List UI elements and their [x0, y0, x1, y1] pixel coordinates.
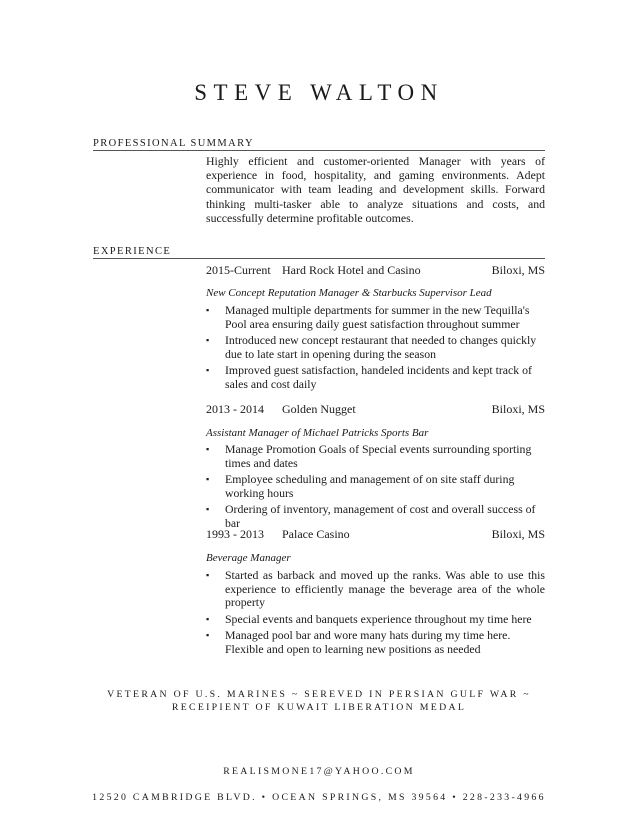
job-company: Hard Rock Hotel and Casino: [282, 263, 421, 277]
job-company: Golden Nugget: [282, 402, 356, 416]
job-dates: 1993 - 2013: [206, 527, 264, 541]
job-bullets: [206, 304, 545, 395]
bullet-icon: ▪: [206, 335, 210, 346]
veteran-note: VETERAN OF U.S. MARINES ~ SEREVED IN PERSIAN GULF WAR ~ RECEIPIENT OF KUWAIT LIBERATION MEDAL: [107, 689, 531, 713]
contact-address: 12520 CAMBRIDGE BLVD. • OCEAN SPRINGS, MS 39564 • 228-233-4966: [92, 792, 546, 803]
list-item: [206, 443, 545, 470]
bullet-text: Improved guest satisfaction, handeled incidents and kept track of sales and cost daily: [225, 363, 532, 391]
job-location: Biloxi, MS: [491, 263, 545, 277]
section-heading-experience: EXPERIENCE: [93, 246, 545, 259]
job-bullets: [206, 569, 545, 660]
list-item: [206, 364, 545, 391]
bullet-text: Employee scheduling and management of on site staff during working hours: [225, 472, 515, 500]
list-item: [206, 334, 545, 361]
job-dates: 2013 - 2014: [206, 402, 264, 416]
job-title: Beverage Manager: [206, 552, 291, 564]
bullet-text: Manage Promotion Goals of Special events surrounding sporting times and dates: [225, 442, 532, 470]
job-header: [206, 263, 545, 278]
list-item: [206, 304, 545, 331]
list-item: [206, 613, 545, 627]
bullet-icon: ▪: [206, 365, 210, 376]
bullet-text: Introduced new concept restaurant that needed to changes quickly due to late start in opening during the season: [225, 333, 537, 361]
bullet-icon: ▪: [206, 630, 210, 641]
bullet-text: Managed pool bar and wore many hats during my time here. Flexible and open to learning new positions as needed: [225, 628, 511, 656]
contact-email[interactable]: REALISMONE17@YAHOO.COM: [223, 766, 415, 777]
list-item: [206, 629, 545, 656]
bullet-icon: ▪: [206, 474, 210, 485]
job-header: [206, 402, 545, 417]
job-dates: 2015-Current: [206, 263, 271, 277]
bullet-text: Ordering of inventory, management of cost and overall success of bar: [225, 502, 536, 530]
summary-text: Highly efficient and customer-oriented Manager with years of experience in food, hospitality, and gaming environments. Adept communicator with team leading and development skills. Forward thinking multi-tasker able to analyze situations and costs, and successfully determine profitable outcomes.: [206, 154, 545, 225]
list-item: [206, 473, 545, 500]
bullet-text: Managed multiple departments for summer in the new Tequilla's Pool area ensuring daily guest satisfaction throughout summer: [225, 303, 530, 331]
job-title: New Concept Reputation Manager & Starbucks Supervisor Lead: [206, 287, 492, 299]
bullet-text: Started as barback and moved up the ranks. Was able to use this experience to efficiently manage the beverage area of the whole property: [225, 568, 545, 610]
bullet-icon: ▪: [206, 444, 210, 454]
bullet-icon: ▪: [206, 504, 210, 515]
list-item: [206, 569, 545, 610]
job-company: Palace Casino: [282, 527, 350, 541]
bullet-icon: ▪: [206, 613, 210, 624]
bullet-icon: ▪: [206, 570, 210, 580]
bullet-icon: ▪: [206, 305, 210, 315]
job-header: [206, 527, 545, 542]
job-location: Biloxi, MS: [491, 527, 545, 541]
resume-name: STEVE WALTON: [194, 80, 444, 105]
section-heading-summary: PROFESSIONAL SUMMARY: [93, 138, 545, 151]
job-title: Assistant Manager of Michael Patricks Sports Bar: [206, 427, 429, 439]
job-bullets: [206, 443, 545, 534]
bullet-text: Special events and banquets experience throughout my time here: [225, 611, 532, 626]
job-location: Biloxi, MS: [491, 402, 545, 416]
